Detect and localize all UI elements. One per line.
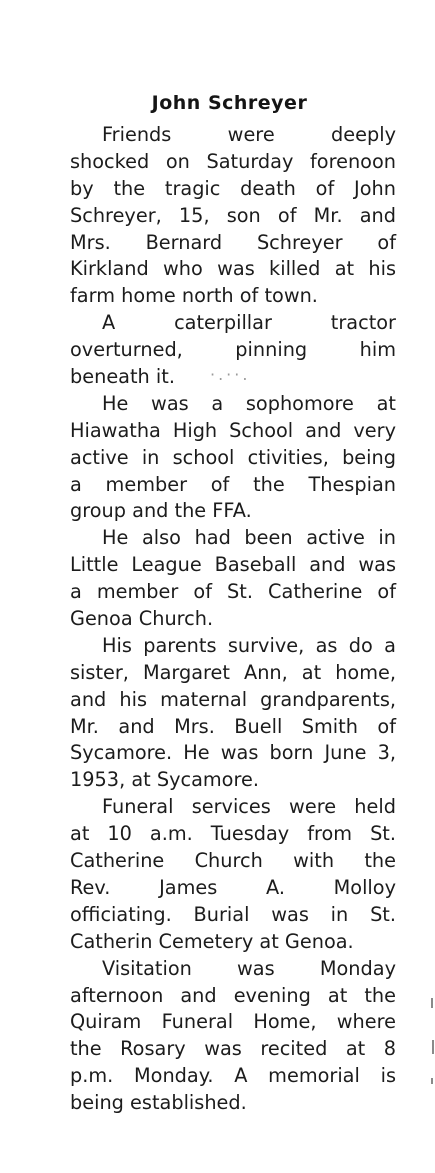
text-line: Catherine Church with the [70, 849, 396, 873]
scan-edge-mark [431, 998, 433, 1008]
text-line: Hiawatha High School and very [70, 418, 396, 442]
text-line: a member of the Thespian [70, 472, 396, 496]
text-line: Catherin Cemetery at Genoa. [70, 929, 354, 953]
text-line: at 10 a.m. Tuesday from St. [70, 822, 396, 846]
text-line: and his maternal grandparents, [70, 687, 396, 711]
text-line: Genoa Church. [70, 607, 214, 631]
text-line: sister, Margaret Ann, at home, [70, 660, 396, 684]
ink-smudge: ·.··. [210, 365, 251, 384]
obituary-body [70, 122, 396, 1117]
text-line: by the tragic death of John [70, 176, 396, 200]
text-line: Rev. James A. Molloy [70, 875, 396, 899]
text-line: 1953, at Sycamore. [70, 768, 259, 792]
obituary-title: John Schreyer [151, 92, 308, 114]
text-line: His parents survive, as do a [102, 633, 396, 657]
text-line: Mr. and Mrs. Buell Smith of [70, 714, 396, 738]
text-line: Friends were deeply [102, 123, 396, 146]
text-line: beneath it. [70, 365, 175, 389]
text-line: Funeral services were held [102, 795, 396, 819]
text-line: p.m. Monday. A memorial is [70, 1064, 396, 1088]
text-line: farm home north of town. [70, 284, 318, 308]
scan-edge-mark [432, 1040, 434, 1054]
text-line: officiating. Burial was in St. [70, 902, 396, 926]
text-line: Little League Baseball and was [70, 553, 396, 577]
text-line: shocked on Saturday forenoon [70, 149, 396, 173]
text-line: active in school ctivities, being [70, 445, 396, 469]
text-line: Mrs. Bernard Schreyer of [70, 230, 396, 254]
text-line: group and the FFA. [70, 499, 252, 523]
scan-edge-mark [431, 1078, 433, 1084]
text-line: overturned, pinning him [70, 338, 396, 362]
text-line: Schreyer, 15, son of Mr. and [70, 203, 396, 227]
text-line: Quiram Funeral Home, where [70, 1010, 396, 1034]
text-line: Sycamore. He was born June 3, [70, 741, 396, 765]
text-line: the Rosary was recited at 8 [70, 1037, 396, 1061]
text-line: Kirkland who was killed at his [70, 257, 396, 281]
text-line: He also had been active in [102, 526, 396, 550]
text-line: being established. [70, 1091, 247, 1115]
text-line: afternoon and evening at the [70, 983, 396, 1007]
text-line: A caterpillar tractor [102, 311, 396, 335]
text-line: a member of St. Catherine of [70, 580, 396, 604]
text-line: Visitation was Monday [102, 956, 396, 980]
text-line: He was a sophomore at [102, 391, 396, 415]
